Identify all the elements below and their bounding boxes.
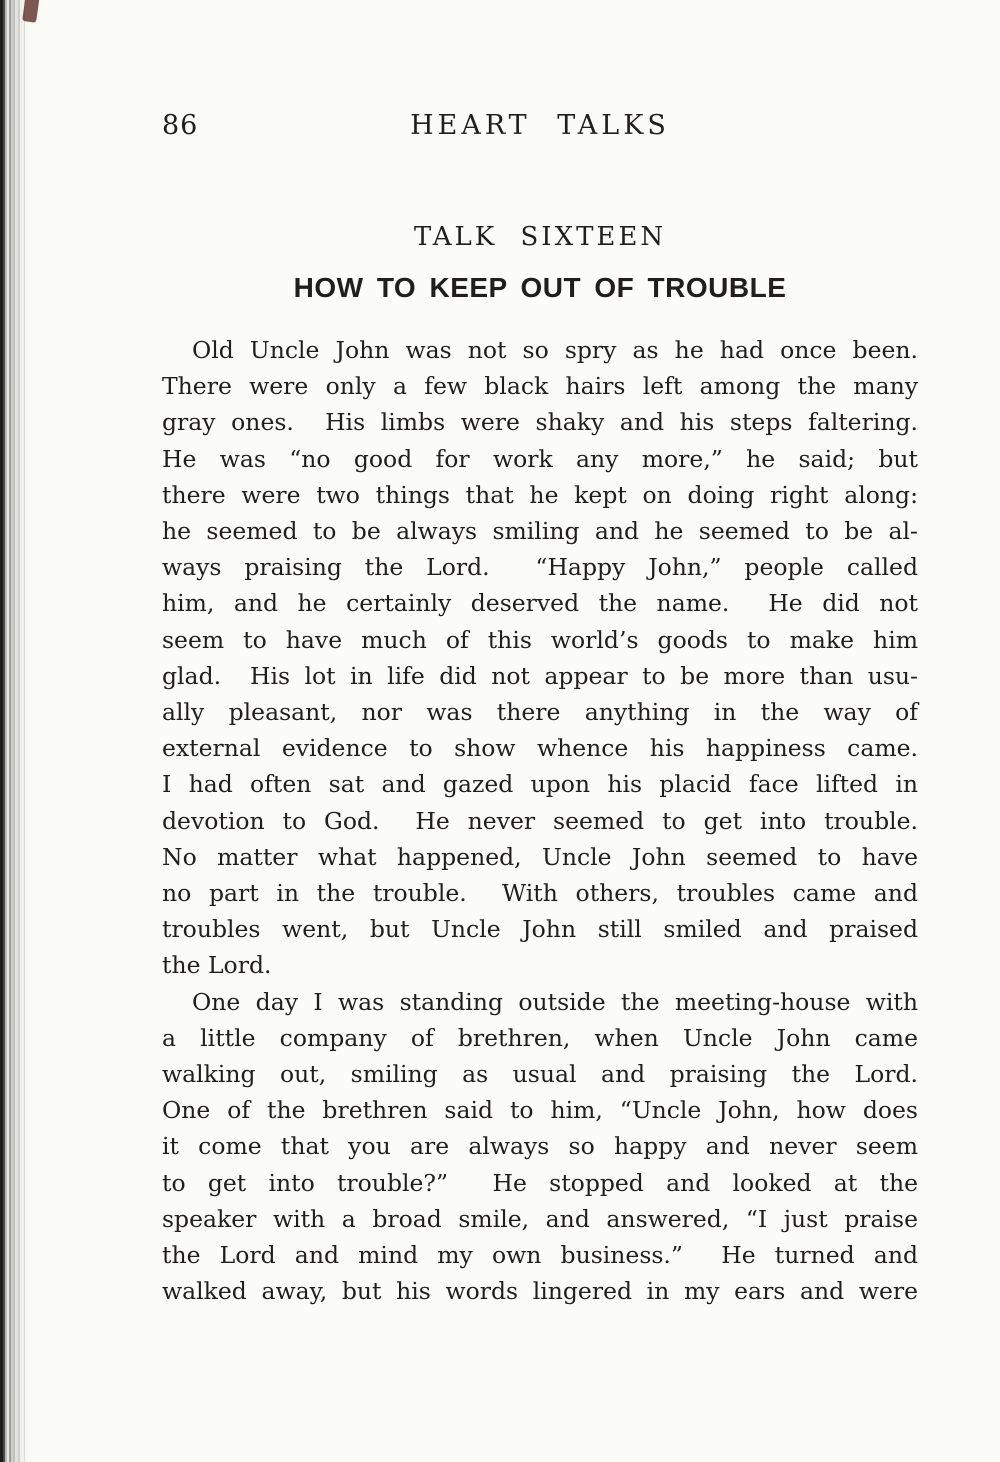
scan-binding-edge [0, 0, 34, 1462]
text-line: seem to have much of this world’s goods to make him [162, 625, 918, 654]
text-line: ally pleasant, nor was there anything in the way of [162, 698, 918, 727]
text-line: One of the brethren said to him, “Uncle John, how does [162, 1096, 918, 1125]
text-line: the Lord and mind my own business.” He turned and [162, 1241, 918, 1270]
text-line: glad. His lot in life did not appear to be more than usu- [162, 661, 918, 690]
text-line: One day I was standing outside the meeting-house with [192, 987, 918, 1016]
text-line: no part in the trouble. With others, troubles came and [162, 879, 918, 908]
text-line: walking out, smiling as usual and praising the Lord. [162, 1060, 918, 1089]
body-text [162, 332, 918, 1309]
text-line: it come that you are always so happy and never seem [162, 1132, 918, 1161]
text-line: a little company of brethren, when Uncle John came [162, 1023, 918, 1052]
text-line: Old Uncle John was not so spry as he had once been. [192, 336, 918, 364]
text-line: there were two things that he kept on doing right along: [162, 480, 918, 509]
page-number: 86 [162, 110, 199, 141]
text-line: walked away, but his words lingered in my ears and were [162, 1277, 918, 1306]
text-line: the Lord. [162, 951, 272, 980]
chapter-label: TALK SIXTEEN [413, 222, 667, 252]
text-line: to get into trouble?” He stopped and looked at the [162, 1168, 918, 1197]
text-line: There were only a few black hairs left among the many [162, 372, 918, 401]
text-line: speaker with a broad smile, and answered, “I just praise [162, 1204, 918, 1233]
text-line: I had often sat and gazed upon his placid face lifted in [162, 770, 918, 799]
text-line: ways praising the Lord. “Happy John,” people called [162, 553, 918, 582]
text-line: gray ones. His limbs were shaky and his steps faltering. [162, 408, 918, 437]
text-line: he seemed to be always smiling and he seemed to be al- [162, 517, 918, 546]
text-line: external evidence to show whence his happiness came. [162, 734, 918, 763]
text-line: devotion to God. He never seemed to get into trouble. [162, 806, 918, 835]
paragraph [162, 984, 918, 1310]
text-line: him, and he certainly deserved the name. He did not [162, 589, 918, 618]
page-header [162, 110, 918, 144]
chapter-title: HOW TO KEEP OUT OF TROUBLE [293, 272, 787, 303]
text-line: troubles went, but Uncle John still smiled and praised [162, 915, 918, 944]
paragraph [162, 332, 918, 984]
text-line: No matter what happened, Uncle John seemed to have [162, 842, 918, 871]
running-title: HEART TALKS [410, 110, 670, 141]
text-line: He was “no good for work any more,” he said; but [162, 444, 918, 473]
scan-artifact-mark [22, 0, 40, 23]
